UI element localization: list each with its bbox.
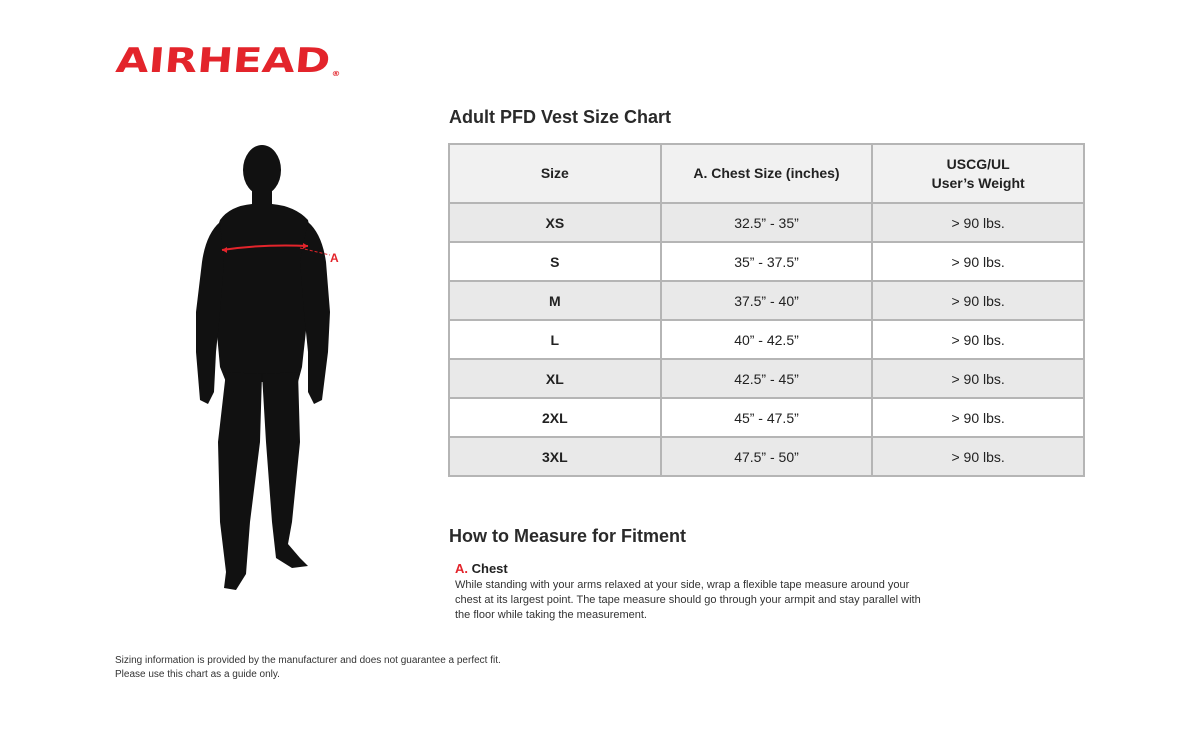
registered-mark-icon: ®	[331, 70, 341, 78]
disclaimer	[115, 654, 555, 682]
size-chart-title: Adult PFD Vest Size Chart	[449, 107, 672, 127]
logo-text: AIRHEAD	[114, 41, 332, 81]
weight-cell: > 90 lbs.	[872, 359, 1084, 398]
disclaimer-line: Please use this chart as a guide only.	[115, 669, 280, 680]
chest-cell: 47.5” - 50”	[661, 437, 873, 476]
table-row	[449, 281, 1084, 320]
measure-description	[455, 578, 935, 623]
weight-cell: > 90 lbs.	[872, 398, 1084, 437]
table-row	[449, 437, 1084, 476]
measure-instruction-chest	[455, 561, 935, 623]
header-size: Size	[449, 144, 661, 203]
measure-label: Chest	[471, 561, 508, 576]
disclaimer-line: Sizing information is provided by the manufacturer and does not guarantee a perfect fit.	[115, 655, 501, 666]
size-cell: XL	[449, 359, 661, 398]
size-cell: XS	[449, 203, 661, 242]
weight-cell: > 90 lbs.	[872, 203, 1084, 242]
chest-cell: 40” - 42.5”	[661, 320, 873, 359]
header-chest-size: A. Chest Size (inches)	[661, 144, 873, 203]
chest-cell: 37.5” - 40”	[661, 281, 873, 320]
human-silhouette-figure	[180, 142, 350, 597]
size-cell: 3XL	[449, 437, 661, 476]
measure-heading	[455, 561, 935, 576]
silhouette-body	[196, 145, 330, 590]
size-cell: L	[449, 320, 661, 359]
chest-cell: 32.5” - 35”	[661, 203, 873, 242]
chest-cell: 42.5” - 45”	[661, 359, 873, 398]
measure-line: chest at its largest point. The tape measure should go through your armpit and stay parallel with	[455, 594, 921, 606]
header-users-weight	[872, 144, 1084, 203]
table-row	[449, 359, 1084, 398]
airhead-logo	[114, 41, 343, 81]
weight-cell: > 90 lbs.	[872, 281, 1084, 320]
size-cell: S	[449, 242, 661, 281]
table-row	[449, 398, 1084, 437]
header-weight-line2: User’s Weight	[931, 174, 1025, 191]
measure-letter: A.	[455, 561, 468, 576]
weight-cell: > 90 lbs.	[872, 437, 1084, 476]
measure-line: the floor while taking the measurement.	[455, 609, 647, 621]
table-row	[449, 242, 1084, 281]
header-weight-line1: USCG/UL	[946, 155, 1010, 172]
weight-cell: > 90 lbs.	[872, 320, 1084, 359]
size-cell: 2XL	[449, 398, 661, 437]
chest-cell: 45” - 47.5”	[661, 398, 873, 437]
how-to-measure-title: How to Measure for Fitment	[449, 526, 687, 546]
size-chart-table	[448, 143, 1085, 477]
measure-label-a: A	[330, 251, 339, 265]
weight-cell: > 90 lbs.	[872, 242, 1084, 281]
table-row	[449, 320, 1084, 359]
chest-cell: 35” - 37.5”	[661, 242, 873, 281]
size-cell: M	[449, 281, 661, 320]
table-row	[449, 203, 1084, 242]
measure-line: While standing with your arms relaxed at your side, wrap a flexible tape measure around your	[455, 579, 910, 591]
table-header-row	[449, 144, 1084, 203]
